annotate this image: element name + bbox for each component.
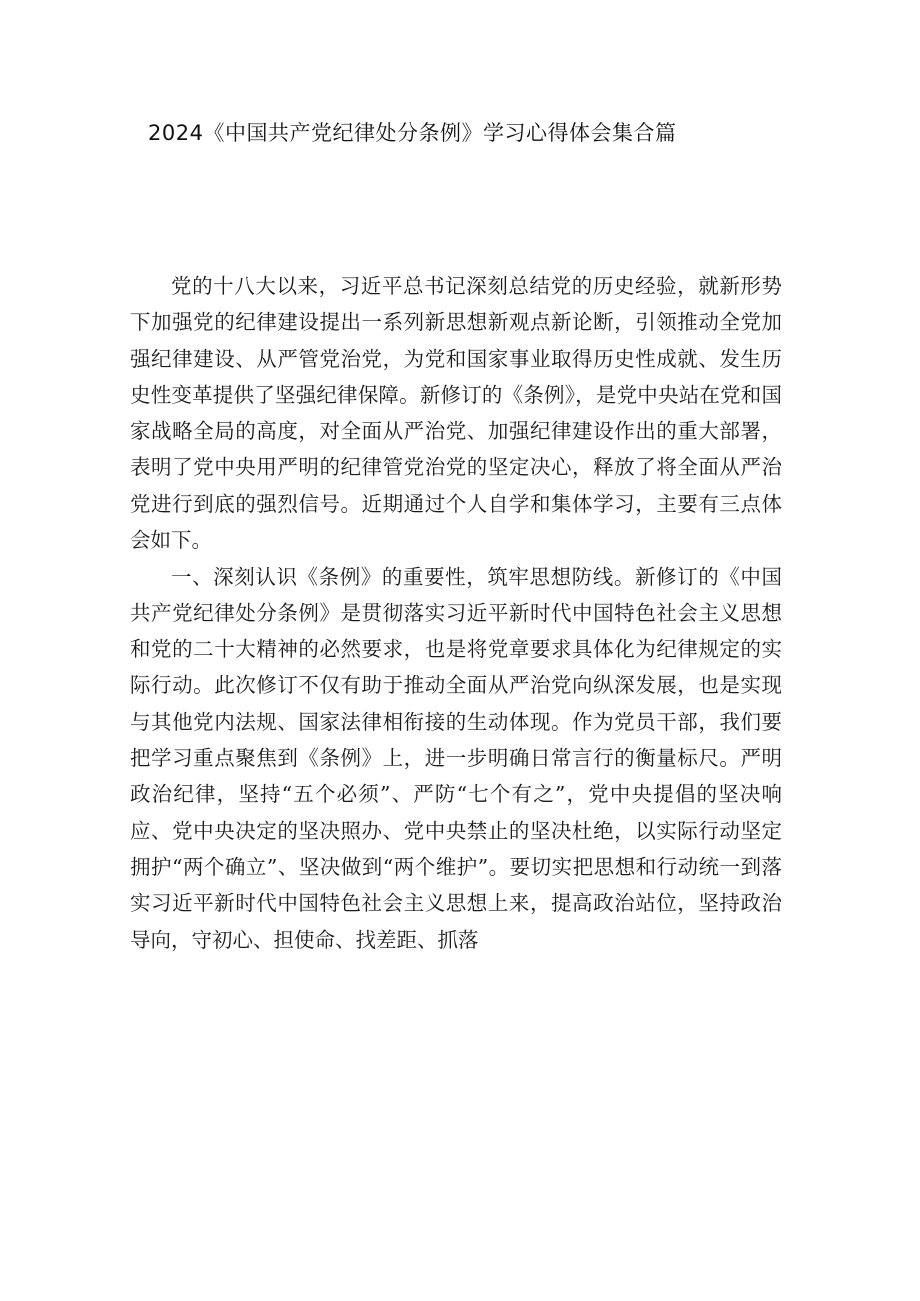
document-title: 2024《中国共产党纪律处分条例》学习心得体会集合篇 <box>148 121 677 145</box>
paragraph-intro: 党的十八大以来，习近平总书记深刻总结党的历史经验，就新形势下加强党的纪律建设提出一系列新思想新观点新论断，引领推动全党加强纪律建设、从严管党治党，为党和国家事业取得历史性成就、发生历史性变革提供了坚强纪律保障。新修订的《条例》，是党中央站在党和国家战略全局的高度，对全面从严治党、加强纪律建设作出的重大部署，表明了党中央用严明的纪律管党治党的坚定决心，释放了将全面从严治党进行到底的强烈信号。近期通过个人自学和集体学习，主要有三点体会如下。 <box>130 274 782 553</box>
document-body <box>130 268 782 958</box>
paragraph-section-one: 一、深刻认识《条例》的重要性，筑牢思想防线。新修订的《中国共产党纪律处分条例》是贯彻落实习近平新时代中国特色社会主义思想和党的二十大精神的必然要求，也是将党章要求具体化为纪律规定的实际行动。此次修订不仅有助于推动全面从严治党向纵深发展，也是实现与其他党内法规、国家法律相衔接的生动体现。作为党员干部，我们要把学习重点聚焦到《条例》上，进一步明确日常言行的衡量标尺。严明政治纪律，坚持“五个必须”、严防“七个有之”，党中央提倡的坚决响应、党中央决定的坚决照办、党中央禁止的坚决杜绝，以实际行动坚定拥护“两个确立”、坚决做到“两个维护”。要切实把思想和行动统一到落实习近平新时代中国特色社会主义思想上来，提高政治站位，坚持政治导向，守初心、担使命、找差距、抓落 <box>130 564 782 952</box>
